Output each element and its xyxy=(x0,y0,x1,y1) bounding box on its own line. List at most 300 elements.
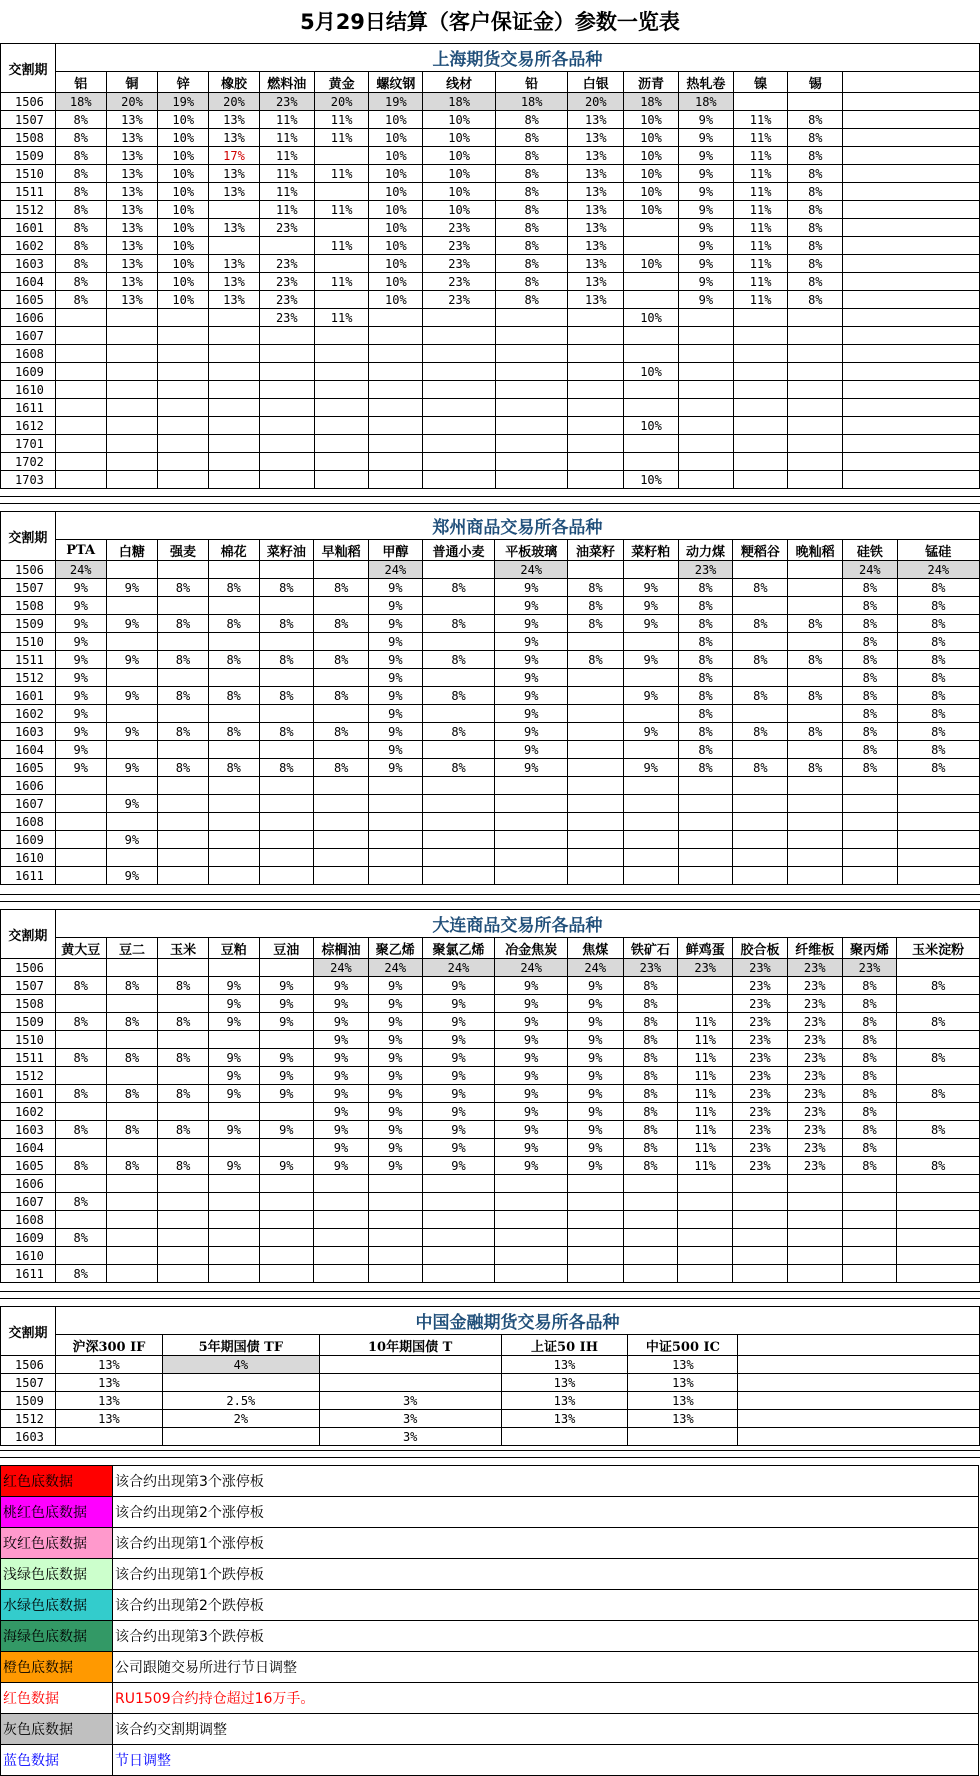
margin-cell: 23% xyxy=(259,309,314,327)
margin-cell: 9% xyxy=(369,759,423,777)
product-header: 10年期国债 T xyxy=(319,1335,501,1356)
margin-cell: 8% xyxy=(158,1085,209,1103)
margin-cell xyxy=(568,1211,624,1229)
margin-cell: 13% xyxy=(501,1410,628,1428)
margin-cell: 8% xyxy=(55,1121,106,1139)
margin-cell: 8% xyxy=(568,597,624,615)
margin-cell xyxy=(158,399,209,417)
margin-cell xyxy=(733,1175,788,1193)
margin-cell xyxy=(314,471,369,489)
table-row xyxy=(1,561,980,579)
margin-cell xyxy=(208,867,259,885)
margin-cell: 9% xyxy=(623,615,678,633)
margin-cell xyxy=(678,435,733,453)
margin-cell xyxy=(623,1247,678,1265)
margin-cell: 8% xyxy=(55,1157,106,1175)
period-cell: 1610 xyxy=(1,1247,56,1265)
legend-swatch-label: 海绿色底数据 xyxy=(1,1621,113,1652)
margin-cell xyxy=(495,813,568,831)
margin-cell: 23% xyxy=(423,237,496,255)
margin-cell: 11% xyxy=(733,201,788,219)
margin-cell: 8% xyxy=(788,759,843,777)
margin-cell: 10% xyxy=(369,165,423,183)
table-row xyxy=(1,399,980,417)
margin-cell xyxy=(158,867,209,885)
margin-cell xyxy=(368,1175,422,1193)
empty-cell xyxy=(843,255,980,273)
margin-cell: 8% xyxy=(208,615,259,633)
margin-cell: 8% xyxy=(623,995,678,1013)
margin-cell xyxy=(158,1265,209,1283)
margin-cell: 9% xyxy=(568,1103,624,1121)
margin-cell xyxy=(369,831,423,849)
margin-cell: 13% xyxy=(106,219,158,237)
period-cell: 1602 xyxy=(1,237,56,255)
margin-cell xyxy=(422,831,495,849)
margin-cell: 8% xyxy=(623,1031,678,1049)
margin-cell xyxy=(314,291,369,309)
product-header: 焦煤 xyxy=(568,938,624,959)
section-divider xyxy=(0,1450,980,1458)
margin-cell: 9% xyxy=(369,633,423,651)
margin-cell: 23% xyxy=(733,1121,788,1139)
margin-cell xyxy=(369,363,423,381)
product-header: 镍 xyxy=(733,72,788,93)
margin-cell xyxy=(208,1103,259,1121)
margin-cell xyxy=(368,1211,422,1229)
margin-cell xyxy=(208,777,259,795)
margin-cell: 11% xyxy=(678,1067,733,1085)
margin-cell xyxy=(733,795,788,813)
period-cell: 1509 xyxy=(1,147,56,165)
empty-cell xyxy=(843,309,980,327)
margin-cell: 9% xyxy=(623,759,678,777)
period-cell: 1507 xyxy=(1,1374,56,1392)
section-divider xyxy=(0,894,980,902)
margin-cell: 23% xyxy=(787,1121,842,1139)
margin-cell: 10% xyxy=(624,111,679,129)
margin-cell xyxy=(158,435,209,453)
margin-cell xyxy=(259,363,314,381)
margin-cell xyxy=(158,1139,209,1157)
period-cell: 1510 xyxy=(1,633,56,651)
margin-cell xyxy=(897,849,979,867)
margin-cell: 9% xyxy=(368,1139,422,1157)
margin-cell: 10% xyxy=(158,129,209,147)
period-cell: 1605 xyxy=(1,1157,56,1175)
margin-cell: 10% xyxy=(423,111,496,129)
product-header: 聚丙烯 xyxy=(842,938,897,959)
margin-cell xyxy=(788,363,843,381)
margin-cell xyxy=(259,959,314,977)
exchange-title: 郑州商品交易所各品种 xyxy=(55,512,979,540)
margin-cell: 10% xyxy=(369,291,423,309)
margin-cell: 8% xyxy=(788,687,843,705)
margin-cell: 8% xyxy=(55,219,106,237)
margin-cell xyxy=(314,255,369,273)
czce-section xyxy=(0,511,980,885)
margin-cell: 13% xyxy=(209,273,260,291)
margin-cell: 8% xyxy=(55,1265,106,1283)
margin-cell xyxy=(422,561,495,579)
margin-cell: 9% xyxy=(259,1067,314,1085)
margin-cell: 9% xyxy=(495,687,568,705)
margin-cell xyxy=(55,995,106,1013)
margin-cell: 8% xyxy=(55,1049,106,1067)
table-row xyxy=(1,1085,980,1103)
margin-cell: 23% xyxy=(787,995,842,1013)
table-row xyxy=(1,111,980,129)
margin-cell: 23% xyxy=(787,1085,842,1103)
legend-description: RU1509合约持仓超过16万手。 xyxy=(113,1683,979,1714)
margin-cell: 8% xyxy=(623,1085,678,1103)
margin-cell: 19% xyxy=(158,93,209,111)
product-header: 动力煤 xyxy=(678,540,733,561)
margin-cell: 9% xyxy=(106,651,158,669)
legend-row xyxy=(1,1466,979,1497)
margin-cell: 10% xyxy=(158,219,209,237)
margin-cell: 11% xyxy=(314,309,369,327)
margin-cell: 9% xyxy=(495,1103,568,1121)
margin-cell: 13% xyxy=(106,147,158,165)
margin-cell: 23% xyxy=(423,255,496,273)
margin-cell xyxy=(733,849,788,867)
margin-cell: 23% xyxy=(733,1157,788,1175)
margin-cell: 8% xyxy=(208,579,259,597)
margin-cell: 9% xyxy=(55,723,106,741)
margin-cell xyxy=(843,813,898,831)
table-row xyxy=(1,147,980,165)
margin-cell xyxy=(208,1031,259,1049)
margin-cell: 3% xyxy=(319,1428,501,1446)
margin-cell: 8% xyxy=(843,651,898,669)
margin-cell xyxy=(787,1175,842,1193)
margin-cell xyxy=(314,867,369,885)
margin-cell: 8% xyxy=(55,255,106,273)
margin-cell: 9% xyxy=(678,129,733,147)
margin-cell: 9% xyxy=(314,995,369,1013)
period-cell: 1601 xyxy=(1,1085,56,1103)
table-row xyxy=(1,1157,980,1175)
product-header: 棉花 xyxy=(208,540,259,561)
margin-cell: 8% xyxy=(568,615,624,633)
margin-cell: 8% xyxy=(733,687,788,705)
margin-cell xyxy=(495,849,568,867)
product-header: 冶金焦炭 xyxy=(495,938,568,959)
margin-cell xyxy=(106,363,158,381)
margin-cell xyxy=(733,867,788,885)
margin-cell xyxy=(314,327,369,345)
margin-cell xyxy=(897,1265,980,1283)
margin-cell: 8% xyxy=(788,111,843,129)
margin-cell: 9% xyxy=(55,651,106,669)
table-row xyxy=(1,345,980,363)
margin-cell xyxy=(259,1175,314,1193)
margin-cell: 9% xyxy=(495,1049,568,1067)
margin-cell xyxy=(568,399,624,417)
legend-row xyxy=(1,1714,979,1745)
margin-cell: 8% xyxy=(788,237,843,255)
margin-cell xyxy=(259,849,314,867)
margin-cell xyxy=(55,1247,106,1265)
margin-cell xyxy=(624,291,679,309)
margin-cell xyxy=(55,417,106,435)
margin-cell xyxy=(568,849,624,867)
margin-cell xyxy=(208,597,259,615)
margin-cell: 9% xyxy=(495,1121,568,1139)
margin-cell xyxy=(623,1229,678,1247)
margin-cell: 10% xyxy=(624,147,679,165)
margin-cell xyxy=(208,795,259,813)
margin-cell xyxy=(423,471,496,489)
margin-cell: 11% xyxy=(259,165,314,183)
margin-cell: 9% xyxy=(568,1031,624,1049)
margin-cell xyxy=(314,1193,369,1211)
empty-cell xyxy=(843,237,980,255)
margin-cell xyxy=(208,633,259,651)
empty-cell xyxy=(843,129,980,147)
margin-cell xyxy=(897,1229,980,1247)
margin-cell xyxy=(369,453,423,471)
margin-cell: 10% xyxy=(423,129,496,147)
margin-cell xyxy=(106,381,158,399)
margin-cell: 23% xyxy=(787,959,842,977)
margin-cell: 13% xyxy=(628,1374,738,1392)
table-row xyxy=(1,273,980,291)
table-row xyxy=(1,813,980,831)
margin-cell: 8% xyxy=(897,977,980,995)
period-cell: 1507 xyxy=(1,111,56,129)
margin-cell xyxy=(623,867,678,885)
margin-cell: 8% xyxy=(422,759,495,777)
margin-cell: 13% xyxy=(568,237,624,255)
margin-cell: 10% xyxy=(423,165,496,183)
margin-cell xyxy=(208,1211,259,1229)
margin-cell xyxy=(106,453,158,471)
margin-cell: 8% xyxy=(897,597,979,615)
period-cell: 1512 xyxy=(1,1410,56,1428)
margin-cell: 8% xyxy=(897,579,979,597)
margin-cell xyxy=(259,381,314,399)
margin-cell xyxy=(733,705,788,723)
table-row xyxy=(1,93,980,111)
margin-cell xyxy=(733,777,788,795)
margin-cell xyxy=(158,1193,209,1211)
table-row xyxy=(1,579,980,597)
margin-cell: 8% xyxy=(55,1085,106,1103)
margin-cell xyxy=(422,849,495,867)
margin-cell xyxy=(106,327,158,345)
margin-cell xyxy=(788,93,843,111)
margin-cell xyxy=(106,741,158,759)
margin-cell xyxy=(423,363,496,381)
margin-cell xyxy=(55,849,106,867)
margin-cell xyxy=(568,705,624,723)
margin-cell xyxy=(158,705,209,723)
margin-cell xyxy=(422,1193,495,1211)
period-header: 交割期 xyxy=(1,44,56,93)
margin-cell xyxy=(314,363,369,381)
margin-cell xyxy=(733,93,788,111)
margin-cell xyxy=(422,633,495,651)
margin-cell: 8% xyxy=(208,687,259,705)
margin-cell: 20% xyxy=(106,93,158,111)
period-cell: 1606 xyxy=(1,1175,56,1193)
margin-cell xyxy=(568,777,624,795)
margin-cell xyxy=(842,1247,897,1265)
margin-cell: 24% xyxy=(422,959,495,977)
margin-cell: 13% xyxy=(209,219,260,237)
margin-cell xyxy=(495,1193,568,1211)
margin-cell: 8% xyxy=(106,977,158,995)
margin-cell xyxy=(369,399,423,417)
product-header: 锰硅 xyxy=(897,540,979,561)
table-row xyxy=(1,1229,980,1247)
margin-cell: 23% xyxy=(259,93,314,111)
margin-cell: 8% xyxy=(158,579,209,597)
margin-cell: 8% xyxy=(55,147,106,165)
margin-cell: 9% xyxy=(568,1139,624,1157)
margin-cell: 9% xyxy=(623,579,678,597)
margin-cell: 9% xyxy=(314,977,369,995)
margin-cell: 20% xyxy=(209,93,260,111)
margin-cell: 23% xyxy=(733,1031,788,1049)
margin-cell: 24% xyxy=(495,561,568,579)
margin-cell: 8% xyxy=(55,977,106,995)
margin-cell: 8% xyxy=(495,255,568,273)
margin-cell: 23% xyxy=(733,959,788,977)
shfe-section xyxy=(0,43,980,489)
product-header: 铜 xyxy=(106,72,158,93)
margin-cell xyxy=(733,363,788,381)
margin-cell xyxy=(259,669,314,687)
margin-cell: 8% xyxy=(842,1121,897,1139)
margin-cell xyxy=(423,417,496,435)
period-cell: 1508 xyxy=(1,129,56,147)
margin-cell: 9% xyxy=(208,977,259,995)
margin-cell xyxy=(678,399,733,417)
margin-cell: 13% xyxy=(55,1356,162,1374)
margin-cell xyxy=(314,741,369,759)
product-header: 上证50 IH xyxy=(501,1335,628,1356)
table-row xyxy=(1,1013,980,1031)
margin-cell xyxy=(158,309,209,327)
margin-cell xyxy=(259,327,314,345)
margin-cell xyxy=(368,1229,422,1247)
product-header: 橡胶 xyxy=(209,72,260,93)
margin-cell: 9% xyxy=(259,1013,314,1031)
margin-cell: 10% xyxy=(158,111,209,129)
margin-cell xyxy=(209,381,260,399)
margin-cell xyxy=(259,705,314,723)
margin-cell: 11% xyxy=(678,1103,733,1121)
margin-cell: 8% xyxy=(788,147,843,165)
margin-cell xyxy=(495,867,568,885)
margin-cell: 10% xyxy=(369,111,423,129)
margin-cell xyxy=(314,1265,369,1283)
margin-cell: 11% xyxy=(733,111,788,129)
margin-cell: 9% xyxy=(495,1031,568,1049)
table-row xyxy=(1,1428,980,1446)
margin-cell xyxy=(678,777,733,795)
margin-cell: 9% xyxy=(495,977,568,995)
margin-cell xyxy=(787,1247,842,1265)
product-header: 聚氯乙烯 xyxy=(422,938,495,959)
margin-cell xyxy=(495,399,568,417)
table-row xyxy=(1,237,980,255)
margin-cell xyxy=(158,831,209,849)
margin-cell: 9% xyxy=(55,615,106,633)
margin-cell xyxy=(158,561,209,579)
product-header: 铁矿石 xyxy=(623,938,678,959)
margin-cell: 23% xyxy=(842,959,897,977)
margin-cell xyxy=(422,1265,495,1283)
margin-cell: 10% xyxy=(624,129,679,147)
margin-cell xyxy=(568,723,624,741)
margin-cell xyxy=(733,399,788,417)
margin-cell: 9% xyxy=(106,687,158,705)
margin-cell: 9% xyxy=(369,579,423,597)
margin-cell: 13% xyxy=(106,273,158,291)
margin-cell xyxy=(208,1265,259,1283)
period-cell: 1609 xyxy=(1,363,56,381)
margin-cell: 9% xyxy=(314,1013,369,1031)
margin-cell: 8% xyxy=(495,219,568,237)
margin-cell: 13% xyxy=(106,237,158,255)
margin-cell xyxy=(733,453,788,471)
margin-cell: 8% xyxy=(158,977,209,995)
margin-cell xyxy=(162,1374,319,1392)
margin-cell: 9% xyxy=(678,255,733,273)
period-cell: 1511 xyxy=(1,1049,56,1067)
margin-cell xyxy=(259,561,314,579)
margin-cell: 8% xyxy=(678,597,733,615)
margin-cell xyxy=(842,1175,897,1193)
margin-cell: 9% xyxy=(678,147,733,165)
margin-cell: 8% xyxy=(843,705,898,723)
margin-cell: 8% xyxy=(106,1049,158,1067)
margin-cell xyxy=(843,867,898,885)
legend-row xyxy=(1,1652,979,1683)
margin-cell: 8% xyxy=(842,1031,897,1049)
margin-cell: 9% xyxy=(422,1049,495,1067)
margin-cell xyxy=(788,831,843,849)
product-header: 强麦 xyxy=(158,540,209,561)
margin-cell: 9% xyxy=(495,741,568,759)
margin-cell xyxy=(623,1175,678,1193)
margin-cell xyxy=(209,327,260,345)
margin-cell xyxy=(55,867,106,885)
margin-cell xyxy=(422,741,495,759)
margin-cell xyxy=(897,959,980,977)
margin-cell xyxy=(259,1247,314,1265)
margin-cell xyxy=(422,1247,495,1265)
margin-cell: 13% xyxy=(209,291,260,309)
period-cell: 1508 xyxy=(1,597,56,615)
margin-cell xyxy=(422,1175,495,1193)
margin-cell xyxy=(568,327,624,345)
margin-cell: 8% xyxy=(158,1157,209,1175)
margin-cell xyxy=(259,633,314,651)
margin-cell xyxy=(623,669,678,687)
margin-cell: 8% xyxy=(897,1085,980,1103)
margin-cell: 9% xyxy=(368,1049,422,1067)
margin-cell xyxy=(624,453,679,471)
margin-cell: 10% xyxy=(624,363,679,381)
margin-cell: 8% xyxy=(158,723,209,741)
margin-cell xyxy=(733,1229,788,1247)
product-header: 豆粕 xyxy=(208,938,259,959)
